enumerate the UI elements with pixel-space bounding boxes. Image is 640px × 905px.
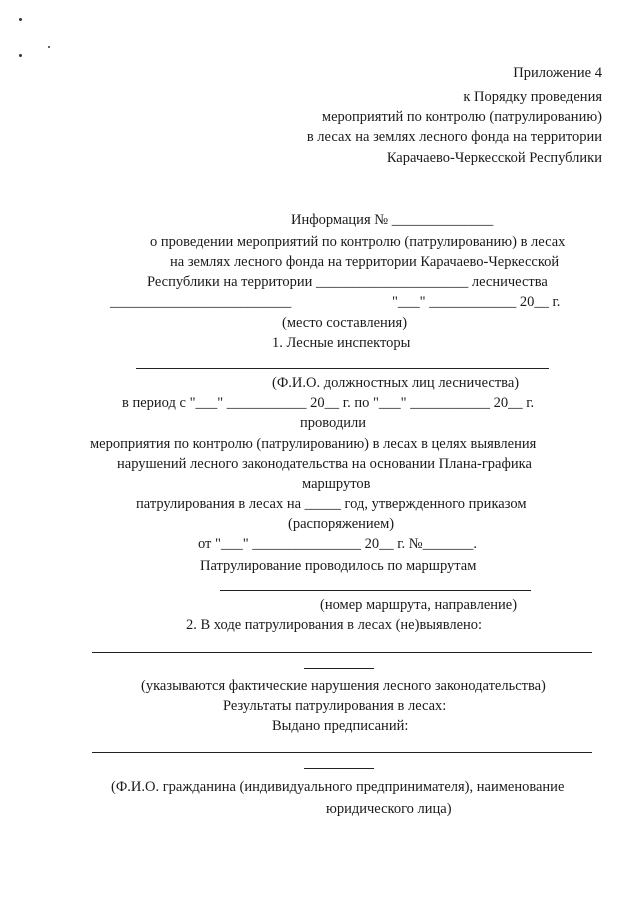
scan-speck [19,54,22,57]
order-note: (распоряжением) [288,516,395,532]
place-blank: _________________________ [110,294,292,310]
scan-speck [48,46,50,48]
appendix-line-5: Карачаево-Черкесской Республики [386,150,602,166]
appendix-line-4: в лесах на землях лесного фонда на территории [306,129,602,145]
section-2-heading: 2. В ходе патрулирования в лесах (не)выявлено: [186,617,483,633]
fio-note: (Ф.И.О. должностных лиц лесничества) [272,375,520,391]
violations-note: (указываются фактические нарушения лесного законодательства) [141,678,546,694]
title-line-2: о проведении мероприятий по контролю (патрулированию) в лесах [150,234,566,250]
appendix-line-3: мероприятий по контролю (патрулированию) [321,109,602,125]
appendix-number: Приложение 4 [513,65,602,81]
measures-line: мероприятия по контролю (патрулированию) в лесах в целях выявления [90,436,537,452]
legal-entity-note: юридического лица) [326,801,452,817]
violations-short-line [304,668,374,669]
inspectors-line [136,368,549,369]
routes-line: Патрулирование проводилось по маршрутам [200,558,477,574]
results-line: Результаты патрулирования в лесах: [223,698,447,714]
place-note: (место составления) [282,315,408,331]
date-blank: "___" ____________ 20__ г. [392,294,561,310]
violations-blank-line [92,652,592,653]
route-note: (номер маршрута, направление) [320,597,518,613]
title-line-3: на землях лесного фонда на территории Карачаево-Черкесской [170,254,560,270]
prescriptions-short-line [304,768,374,769]
scan-speck [19,18,22,21]
citizen-note: (Ф.И.О. гражданина (индивидуального предпринимателя), наименование [111,779,565,795]
appendix-line-2: к Порядку проведения [463,89,602,105]
prescriptions-blank-line [92,752,592,753]
violations-plan-line: нарушений лесного законодательства на основании Плана-графика [117,456,532,472]
patrol-year-line: патрулирования в лесах на _____ год, утвержденного приказом [136,496,527,512]
period-line: в период с "___" ___________ 20__ г. по "___" ___________ 20__ г. [122,395,535,411]
section-1-heading: 1. Лесные инспекторы [272,335,411,351]
title-line-4: Республики на территории _____________________ лесничества [147,274,548,290]
route-blank-line [220,590,531,591]
info-number-title: Информация № ______________ [291,212,494,228]
routes-word: маршрутов [302,476,371,492]
prescriptions-line: Выдано предписаний: [272,718,409,734]
order-from-line: от "___" _______________ 20__ г. №_______. [198,536,478,552]
conducted-word: проводили [300,415,366,431]
